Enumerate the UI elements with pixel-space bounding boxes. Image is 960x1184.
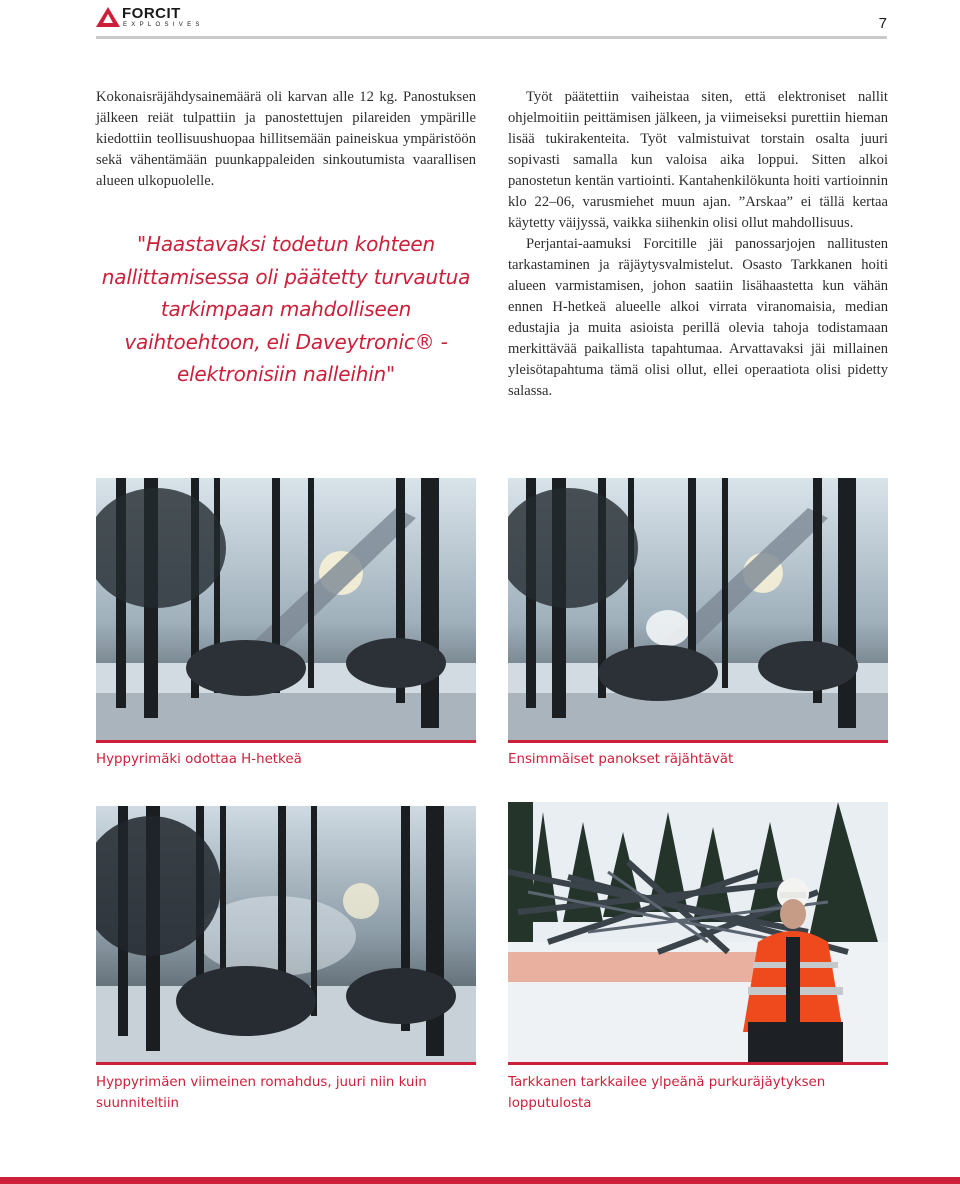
photo-caption: Ensimmäiset panokset räjähtävät <box>508 752 734 767</box>
photo-divider <box>96 1062 476 1065</box>
photo-divider <box>508 1062 888 1065</box>
header-divider <box>96 36 887 39</box>
logo-subtext: EXPLOSIVES <box>123 22 204 28</box>
page-number: 7 <box>878 15 887 32</box>
photo-caption: Hyppyrimäen viimeinen romahdus, juuri niin kuin suunniteltiin <box>96 1075 427 1111</box>
photo-divider <box>508 740 888 743</box>
photo-first-charges <box>508 478 888 740</box>
right-column <box>508 87 888 402</box>
photo-tarkkanen-supervising <box>508 802 888 1062</box>
body-paragraph: Kokonaisräjähdysainemäärä oli karvan alle 12 kg. Panostuksen jälkeen reiät tulpattiin ja panostettujen pilareiden ympärille kiedottiin teollisuushuopaa hillitsemään paineiskua ympäristöön sekä vähentämään puunkappaleiden sinkoutumista vaarallisen alueen ulkopuolelle. <box>96 89 476 189</box>
left-column <box>96 87 476 192</box>
photo-caption: Tarkkanen tarkkailee ylpeänä purkuräjäytyksen lopputulosta <box>508 1075 826 1111</box>
photo-caption: Hyppyrimäki odottaa H-hetkeä <box>96 752 302 767</box>
logo-triangle-icon <box>96 7 120 27</box>
logo-text: FORCIT <box>122 5 181 22</box>
photo-ski-jump-waiting <box>96 478 476 740</box>
pull-quote: "Haastavaksi todetun kohteen nallittamisessa oli päätetty turvautua tarkimpaan mahdolliseen vaihtoehtoon, eli Daveytronic® -elektronisiin nalleihin" <box>101 232 471 386</box>
page-header <box>96 6 887 40</box>
body-paragraph: Perjantai-aamuksi Forcitille jäi panossarjojen nallitusten tarkastaminen ja räjäytysvalmistelut. Osasto Tarkkanen hoiti alueen varmistamisen, johon saatiin lisähaastetta kun vähän ennen H-hetkeä alueelle alkoi virrata viranomaisia, median edustajia ja muita asioista perillä olevia tahoja todistamaan merkittävää paikallista tapahtumaa. Arvattavaksi jäi millainen yleisötapahtuma tämä olisi ollut, ellei operaatiota olisi pidetty salassa. <box>508 236 888 399</box>
photo-divider <box>96 740 476 743</box>
body-paragraph: Työt päätettiin vaiheistaa siten, että elektroniset nallit ohjelmoitiin peittämisen jälkeen, ja viimeiseksi purettiin hieman lisää tukirakenteita. Työt valmistuivat torstain osalta juuri sopivasti samalla kun valoisa aika loppui. Sitten alkoi panostetun kentän vartiointi. Kantahenkilökunta hoiti vartioinnin klo 22–06, varusmiehet muun ajan. ”Arskaa” ei tällä kertaa käytetty väijyssä, vaikka siihenkin olisi ollut mahdollisuus. <box>508 89 888 231</box>
photo-final-collapse <box>96 806 476 1062</box>
footer-bar <box>0 1177 960 1184</box>
